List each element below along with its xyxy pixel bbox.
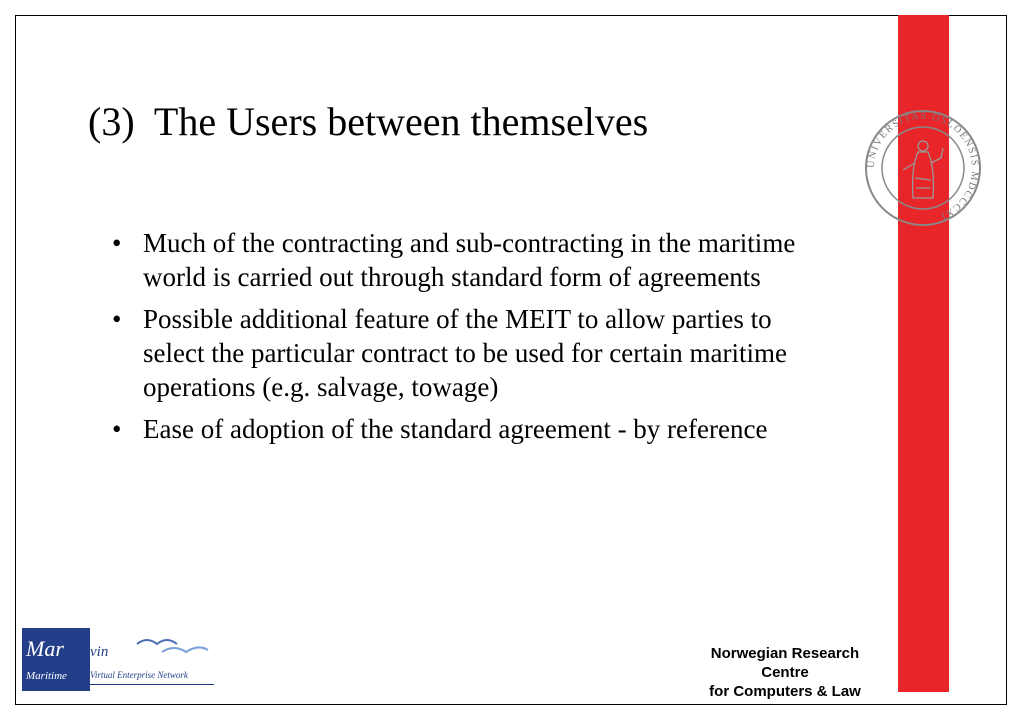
list-item [112,302,812,404]
seal-text: UNIVERSITAS OSLOENSIS MDCCCXI [865,110,981,222]
bullet-icon: • [112,228,122,258]
logo-maritime-text: Maritime [26,670,67,682]
list-item [112,226,812,294]
institution-footer [680,644,890,701]
bullet-text: Possible additional feature of the MEIT to allow parties to select the particular contract to be used for certain maritime operations (e.g. salvage, towage) [143,304,787,402]
bullet-icon: • [112,304,122,334]
slide-title: (3) The Users between themselves [88,99,649,144]
bullet-list [112,226,812,454]
footer-line: for Computers & Law [709,683,861,700]
logo-vin-text: vin [90,644,109,660]
list-item [112,412,812,446]
bullet-text: Ease of adoption of the standard agreement - by reference [143,414,768,444]
bullet-icon: • [112,414,122,444]
footer-line: Norwegian Research [710,645,860,662]
logo-mar-text: Mar [26,636,64,661]
logo-underline [88,684,214,685]
footer-line: Centre [761,664,809,681]
logo-network-text: Virtual Enterprise Network [90,670,188,680]
university-seal-icon [863,108,983,228]
bullet-text: Much of the contracting and sub-contracting in the maritime world is carried out through standard form of agreements [143,228,796,292]
marvin-logo [22,628,214,692]
birds-icon [132,632,212,662]
